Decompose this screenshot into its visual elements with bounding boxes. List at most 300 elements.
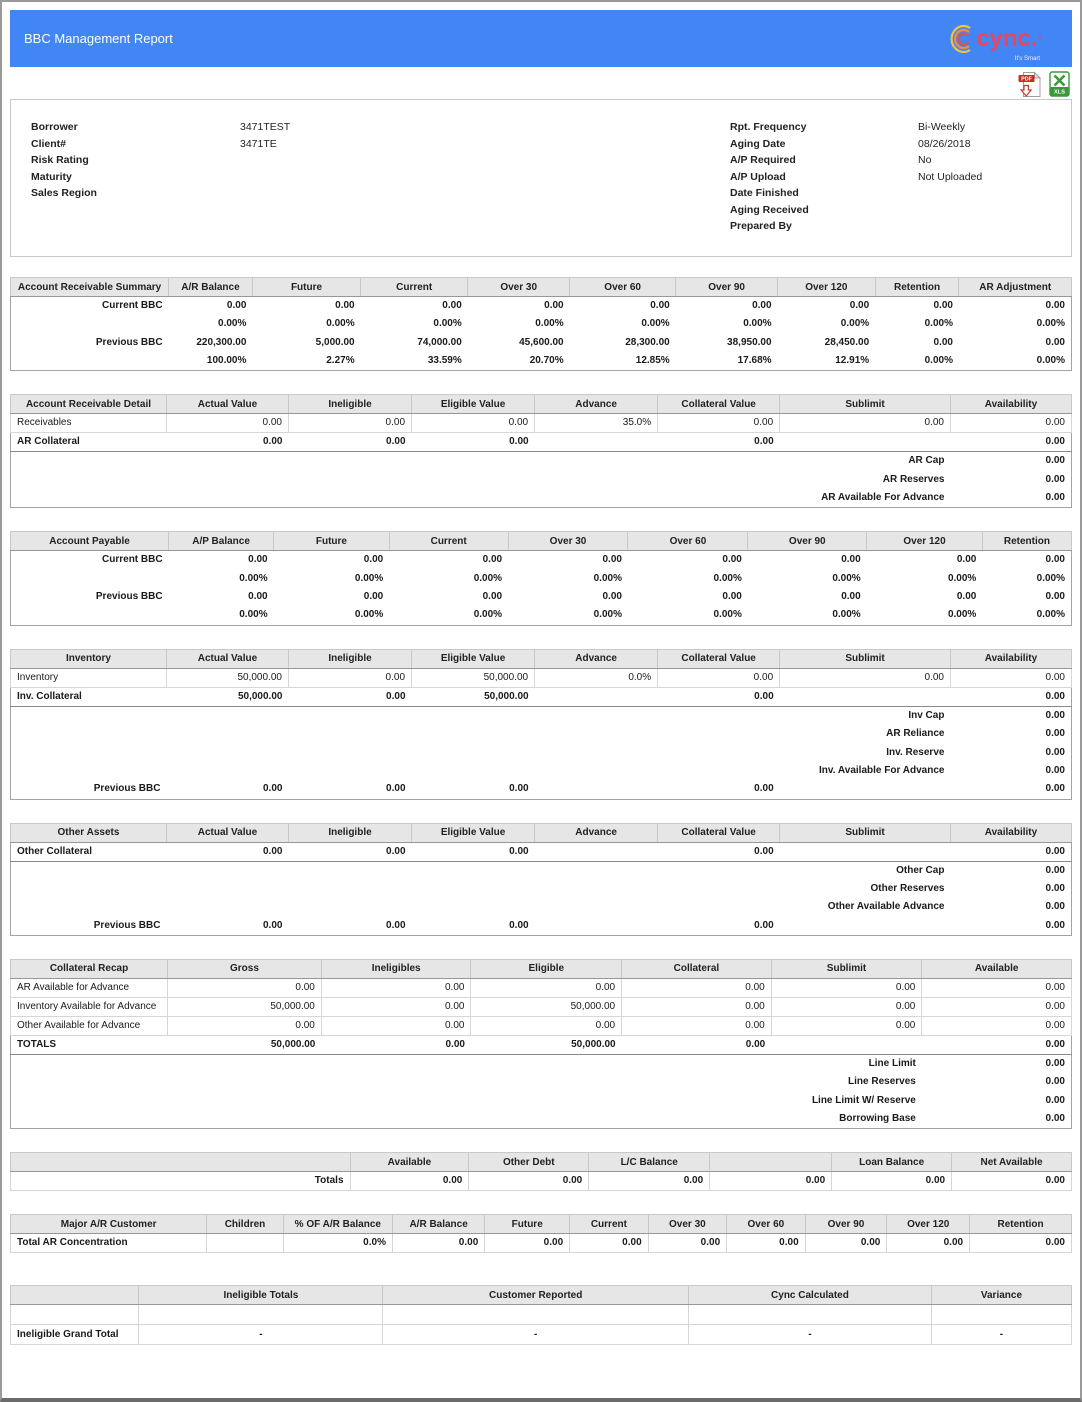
table-cell: Inv. Available For Advance	[819, 765, 945, 777]
table-cell	[535, 433, 658, 452]
table-cell: 0.00	[832, 1172, 952, 1191]
table-cell: 50,000.00	[168, 997, 322, 1016]
table-cell: 0.00	[363, 591, 384, 603]
logo-tagline: It's Smart	[1014, 55, 1040, 62]
table-cell: 0.00%	[743, 318, 772, 330]
table-cell: 0.00	[970, 1234, 1072, 1253]
table-cell	[207, 1234, 283, 1253]
table-cell: 45,600.00	[519, 336, 564, 348]
row-label: AR Available for Advance	[11, 978, 168, 997]
table-cell: 0.00	[771, 997, 922, 1016]
table-cell: 50,000.00	[471, 1035, 622, 1054]
table-cell: 0.00	[849, 300, 870, 312]
column-header: Over 60	[628, 532, 748, 551]
table-cell: 0.00	[288, 414, 411, 433]
table-cell: 0.00	[482, 591, 503, 603]
row-label: Previous BBC	[93, 919, 161, 931]
table-cell: 0.00	[658, 842, 780, 861]
table-cell: 0.00	[469, 1172, 589, 1191]
totals-table	[10, 1152, 1072, 1191]
table-cell: 0.00	[288, 842, 411, 861]
info-row-ap-required	[730, 152, 1071, 169]
table-cell: 0.00	[1045, 746, 1065, 758]
table-cell: 0.00	[1045, 727, 1065, 739]
table-cell: 0.00	[841, 554, 861, 566]
table-cell	[658, 861, 780, 880]
info-label: Aging Received	[730, 203, 809, 216]
table-cell: -	[383, 1325, 689, 1345]
table-cell	[166, 861, 288, 880]
column-header: L/C Balance	[589, 1153, 710, 1172]
table-cell: -	[931, 1325, 1071, 1345]
column-header: Current	[361, 278, 468, 297]
table-cell	[166, 452, 288, 471]
table-cell	[780, 917, 951, 936]
table-cell: -	[688, 1325, 931, 1345]
column-header: Ineligible	[288, 649, 411, 668]
table-cell: 0.00%	[641, 318, 670, 330]
row-label: Previous BBC	[95, 591, 163, 603]
table-cell	[412, 861, 535, 880]
table-cell: 0.00	[658, 433, 780, 452]
table-cell	[658, 762, 780, 781]
table-cell	[412, 706, 535, 725]
column-header: Future	[274, 532, 390, 551]
table-cell	[535, 725, 658, 744]
column-header: Ineligible Totals	[139, 1286, 383, 1305]
info-label: A/P Upload	[730, 170, 786, 183]
table-cell	[658, 743, 780, 762]
column-header: Ineligibles	[321, 959, 471, 978]
table-cell: 0.00	[412, 433, 535, 452]
row-label: Inv. Collateral	[11, 687, 167, 706]
registered-mark: ®	[1037, 35, 1042, 42]
column-header	[11, 1286, 139, 1305]
column-header: Sublimit	[780, 395, 951, 414]
table-cell	[471, 1054, 622, 1073]
row-label: Totals	[11, 1172, 351, 1191]
table-cell	[168, 1110, 322, 1129]
table-cell	[139, 1305, 383, 1325]
table-cell	[688, 1305, 931, 1325]
table-cell: 0.00	[1045, 455, 1065, 467]
table-cell	[412, 489, 535, 508]
table-cell: 0.00%	[1036, 318, 1065, 330]
table-cell	[658, 470, 780, 489]
table-cell	[166, 898, 288, 917]
row-label	[11, 1092, 168, 1111]
table-cell: 0.00	[722, 591, 742, 603]
info-value: Not Uploaded	[918, 170, 983, 183]
column-header: Collateral Value	[658, 823, 780, 842]
table-cell	[166, 743, 288, 762]
column-header: Over 60	[727, 1215, 806, 1234]
table-cell	[288, 861, 411, 880]
table-cell	[535, 452, 658, 471]
table-cell	[658, 725, 780, 744]
table-cell: 0.00%	[473, 572, 503, 584]
table-cell	[535, 470, 658, 489]
row-label	[11, 470, 167, 489]
column-header: Other Assets	[11, 823, 167, 842]
table-cell: 0.00%	[947, 609, 977, 621]
row-label: Previous BBC	[93, 783, 161, 795]
table-cell	[471, 1110, 622, 1129]
table-cell: 0.00	[386, 783, 406, 795]
table-cell: 0.00	[727, 1234, 806, 1253]
column-header: Advance	[535, 395, 658, 414]
table-cell: 0.00	[1045, 919, 1065, 931]
column-header: Over 30	[508, 532, 628, 551]
table-cell: 0.00	[1045, 492, 1065, 504]
row-label: Receivables	[11, 414, 167, 433]
info-value: 3471TEST	[240, 121, 291, 133]
column-header: Sublimit	[780, 823, 951, 842]
table-cell: 0.00	[956, 554, 977, 566]
row-label	[11, 725, 167, 744]
column-header: Over 120	[887, 1215, 970, 1234]
table-cell: 5,000.00	[315, 336, 355, 348]
table-cell: 0.00	[262, 919, 283, 931]
column-header: Collateral Recap	[11, 959, 168, 978]
column-header: Eligible	[471, 959, 622, 978]
info-value: Bi-Weekly	[918, 121, 966, 133]
column-header: Actual Value	[166, 395, 288, 414]
table-cell: 0.00%	[354, 609, 384, 621]
table-cell: Line Reserves	[848, 1076, 916, 1088]
page-title: BBC Management Report	[24, 31, 173, 46]
table-cell: 0.00	[166, 433, 288, 452]
info-value: 3471TE	[240, 137, 277, 150]
table-cell: 0.00	[1045, 300, 1065, 312]
table-cell: 0.00	[386, 919, 406, 931]
table-cell: Other Cap	[896, 864, 945, 876]
column-header: Retention	[970, 1215, 1072, 1234]
report-header	[10, 10, 1072, 67]
table-cell: 20.70%	[529, 355, 564, 367]
table-cell: 0.00	[622, 1035, 772, 1054]
column-header: Future	[252, 278, 360, 297]
table-cell	[288, 452, 411, 471]
column-header	[710, 1153, 832, 1172]
table-cell: 50,000.00	[471, 997, 622, 1016]
row-label: Other Collateral	[11, 842, 167, 861]
table-cell: 17.68%	[737, 355, 772, 367]
table-cell: 28,450.00	[824, 336, 870, 348]
logo-wordmark: cync.	[976, 24, 1038, 52]
table-cell: AR Available For Advance	[821, 492, 945, 504]
table-cell	[166, 762, 288, 781]
table-cell: 0.00	[509, 783, 529, 795]
info-label: A/P Required	[730, 154, 796, 166]
table-cell: 0.00%	[593, 609, 622, 621]
table-cell: 0.00%	[354, 572, 384, 584]
column-header: Over 90	[748, 532, 867, 551]
table-cell: 0.00	[1045, 554, 1065, 566]
info-row-borrower	[31, 119, 730, 136]
table-cell	[383, 1305, 689, 1325]
other-assets-grid	[10, 823, 1072, 936]
report-info-panel	[10, 99, 1072, 257]
column-header: Cync Calculated	[688, 1286, 931, 1305]
column-header: Advance	[535, 823, 658, 842]
table-cell	[321, 1092, 471, 1111]
table-cell: 0.00	[412, 414, 535, 433]
table-cell: 0.00	[321, 1016, 471, 1035]
info-label: Maturity	[31, 170, 72, 183]
table-cell	[780, 687, 951, 706]
table-cell: 0.00	[622, 978, 772, 997]
table-cell: 50,000.00	[412, 687, 535, 706]
table-cell: 0.00	[570, 1234, 649, 1253]
table-cell	[780, 433, 951, 452]
table-cell: 0.00	[1045, 709, 1065, 721]
table-cell: 0.00	[752, 300, 772, 312]
row-label: Inventory	[11, 668, 167, 687]
table-cell: 0.00	[710, 1172, 832, 1191]
table-cell	[288, 762, 411, 781]
column-header: Ineligible	[288, 823, 411, 842]
column-header: Actual Value	[166, 649, 288, 668]
table-cell: 0.00%	[947, 572, 977, 584]
table-cell: 0.00	[950, 414, 1071, 433]
table-cell	[622, 1092, 772, 1111]
table-cell: 0.00	[950, 842, 1071, 861]
table-cell: Other Available Advance	[827, 901, 945, 913]
table-cell: 28,300.00	[625, 336, 670, 348]
table-cell	[780, 842, 951, 861]
column-header: Eligible Value	[412, 649, 535, 668]
table-cell	[412, 898, 535, 917]
column-header: Over 60	[570, 278, 676, 297]
table-cell: 0.00	[1045, 1057, 1065, 1069]
table-cell: 0.00	[1045, 1113, 1065, 1125]
cync-logo	[946, 23, 1042, 62]
table-cell: 0.00	[1045, 591, 1065, 603]
table-cell: 0.00	[887, 1234, 970, 1253]
pdf-download-icon	[1017, 71, 1042, 98]
table-cell	[622, 1110, 772, 1129]
table-cell: 0.00%	[924, 318, 953, 330]
column-header: Over 30	[648, 1215, 727, 1234]
column-header: Customer Reported	[383, 1286, 689, 1305]
column-header: Collateral	[622, 959, 772, 978]
column-header: Current	[389, 532, 508, 551]
info-label: Rpt. Frequency	[730, 121, 807, 133]
info-label: Sales Region	[31, 187, 97, 199]
column-header	[11, 1153, 351, 1172]
table-cell	[535, 780, 658, 799]
table-cell: 0.00%	[1036, 355, 1065, 367]
column-header: A/R Balance	[392, 1215, 484, 1234]
row-label	[11, 1110, 168, 1129]
table-cell: Borrowing Base	[839, 1113, 916, 1125]
row-label: Current BBC	[102, 554, 163, 566]
account-payable-table	[10, 531, 1072, 625]
table-cell: 0.00	[622, 997, 772, 1016]
export-xls-button[interactable]	[1049, 71, 1070, 97]
table-cell: 0.00%	[713, 572, 742, 584]
table-cell: 0.00%	[326, 318, 355, 330]
ar-detail-grid	[10, 394, 1072, 508]
table-cell	[535, 687, 658, 706]
info-label: Client#	[31, 137, 67, 150]
xls-export-icon	[1049, 71, 1070, 97]
column-header: Account Receivable Detail	[11, 395, 167, 414]
ineligible-totals-table	[10, 1285, 1072, 1345]
table-cell	[658, 898, 780, 917]
column-header: Availability	[950, 395, 1071, 414]
column-header: Availability	[950, 823, 1071, 842]
table-cell: 0.00	[392, 1234, 484, 1253]
table-cell: 0.00	[321, 978, 471, 997]
table-cell: 0.00	[771, 978, 922, 997]
column-header: Over 30	[468, 278, 570, 297]
table-cell: 0.00	[602, 591, 622, 603]
table-cell	[288, 706, 411, 725]
table-cell: 220,300.00	[196, 336, 247, 348]
table-cell: 0.00	[226, 300, 247, 312]
table-cell: 0.00	[321, 997, 471, 1016]
info-value: No	[918, 154, 932, 166]
row-label	[11, 606, 169, 625]
table-cell	[321, 1054, 471, 1073]
table-cell	[168, 1054, 322, 1073]
table-cell: 0.00	[922, 978, 1072, 997]
table-cell	[535, 489, 658, 508]
table-cell: 0.00	[622, 1016, 772, 1035]
row-label	[11, 861, 167, 880]
row-label: TOTALS	[11, 1035, 168, 1054]
column-header: Eligible Value	[412, 395, 535, 414]
table-cell: 0.00	[805, 1234, 887, 1253]
table-cell	[535, 898, 658, 917]
table-cell: 0.00	[658, 668, 780, 687]
table-cell: 0.00	[841, 591, 861, 603]
info-row-aging-date	[730, 136, 1071, 153]
table-cell	[658, 880, 780, 899]
table-cell: 0.00	[248, 554, 268, 566]
table-cell	[658, 489, 780, 508]
table-cell	[931, 1305, 1071, 1325]
info-column-right	[730, 119, 1071, 256]
table-cell: 0.00	[722, 554, 742, 566]
table-cell: 0.00	[602, 554, 622, 566]
table-cell: AR Reliance	[886, 727, 945, 739]
table-cell: 0.00	[754, 919, 774, 931]
column-header: Other Debt	[469, 1153, 589, 1172]
info-row-risk-rating	[31, 152, 730, 169]
table-cell: 0.0%	[535, 668, 658, 687]
table-cell: 0.00	[1045, 1076, 1065, 1088]
column-header: Over 90	[676, 278, 778, 297]
table-cell: 0.00	[248, 591, 268, 603]
info-row-rpt-frequency	[730, 119, 1071, 136]
table-cell: 0.00	[471, 978, 622, 997]
account-receivable-summary-table	[10, 277, 1072, 371]
table-cell: 0.00	[363, 554, 384, 566]
table-cell: 0.00%	[832, 572, 861, 584]
table-cell: 0.00%	[713, 609, 742, 621]
row-label: Inventory Available for Advance	[11, 997, 168, 1016]
table-cell: 50,000.00	[168, 1035, 322, 1054]
column-header: Current	[570, 1215, 649, 1234]
info-row-ap-upload	[730, 169, 1071, 186]
table-cell: 33.59%	[427, 355, 462, 367]
table-cell: 50,000.00	[166, 687, 288, 706]
row-label: Other Available for Advance	[11, 1016, 168, 1035]
totals-grid	[10, 1152, 1072, 1191]
table-cell: 0.00	[509, 919, 529, 931]
table-cell: 35.0%	[535, 414, 658, 433]
other-assets-table	[10, 823, 1072, 936]
table-cell: 0.00%	[593, 572, 622, 584]
table-cell: 0.00	[288, 668, 411, 687]
table-cell: 0.00	[650, 300, 670, 312]
table-cell: 0.00%	[218, 318, 247, 330]
table-cell	[412, 762, 535, 781]
table-cell: 100.00%	[206, 355, 247, 367]
table-cell	[780, 780, 951, 799]
table-cell: 0.00	[1045, 864, 1065, 876]
table-cell: 0.00	[771, 1016, 922, 1035]
collateral-recap-table	[10, 959, 1072, 1129]
column-header: AR Adjustment	[959, 278, 1072, 297]
table-cell: 0.00%	[473, 609, 503, 621]
row-label	[11, 762, 167, 781]
table-cell: Line Limit	[868, 1057, 916, 1069]
table-cell	[412, 725, 535, 744]
table-cell: 0.00	[780, 668, 951, 687]
info-label: Date Finished	[730, 187, 799, 199]
table-cell: 74,000.00	[417, 336, 462, 348]
table-cell: 0.00	[589, 1172, 710, 1191]
table-cell	[412, 452, 535, 471]
column-header: Variance	[931, 1286, 1071, 1305]
table-cell: 0.00	[1045, 901, 1065, 913]
table-cell	[166, 725, 288, 744]
table-cell	[288, 880, 411, 899]
account-receivable-detail-table	[10, 394, 1072, 508]
table-cell: 0.00	[482, 554, 503, 566]
row-label	[11, 315, 169, 334]
table-cell: 0.00	[956, 591, 977, 603]
account-payable-grid	[10, 531, 1072, 625]
column-header: A/P Balance	[169, 532, 274, 551]
table-cell: 0.00%	[832, 609, 861, 621]
table-cell: 0.00%	[535, 318, 564, 330]
table-cell: 0.00	[648, 1234, 727, 1253]
column-header: Gross	[168, 959, 322, 978]
table-cell	[535, 842, 658, 861]
collateral-recap-grid	[10, 959, 1072, 1129]
svg-text:XLS: XLS	[1054, 89, 1065, 96]
major-ar-customer-grid	[10, 1214, 1072, 1253]
svg-text:PDF: PDF	[1021, 75, 1032, 82]
table-cell	[166, 880, 288, 899]
table-cell: 12.91%	[835, 355, 870, 367]
table-cell	[535, 880, 658, 899]
column-header: Available	[350, 1153, 469, 1172]
export-pdf-button[interactable]	[1017, 71, 1042, 98]
ineligible-grid	[10, 1285, 1072, 1345]
table-cell: 0.00	[950, 433, 1071, 452]
row-label	[11, 452, 167, 471]
inventory-grid	[10, 649, 1072, 800]
column-header: Collateral Value	[658, 395, 780, 414]
info-row-sales-region	[31, 185, 730, 202]
table-cell: 0.00	[950, 668, 1071, 687]
